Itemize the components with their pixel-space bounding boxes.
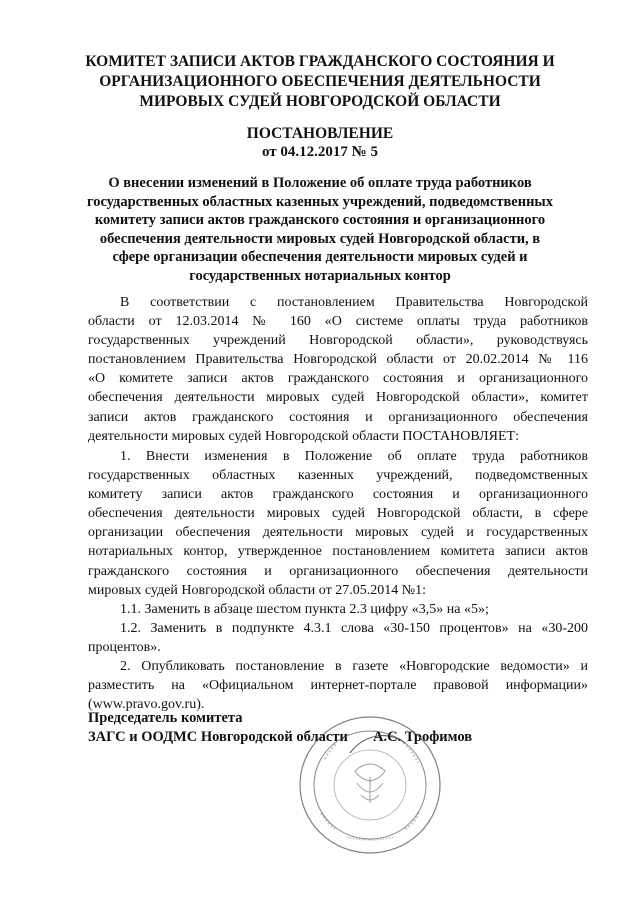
paragraph-line: нотариальных контор, утвержденное постановлением комитета записи актов bbox=[88, 544, 588, 560]
paragraph-line: организации обеспечения деятельности мировых судей и государственных bbox=[88, 525, 588, 541]
paragraph-line: обеспечения деятельности мировых судей Новгородской области», комитет bbox=[88, 390, 588, 406]
subject-line: комитету записи актов гражданского состояния и организационного bbox=[94, 212, 546, 229]
item-1-2-line: 1.2. Заменить в подпункте 4.3.1 слова «30-150 процентов» на «30-200 bbox=[120, 620, 588, 636]
subject-line: обеспечения деятельности мировых судей Новгородской области, в bbox=[99, 230, 541, 247]
item-2-line: разместить на «Официальном интернет-портале правовой информации» bbox=[88, 678, 588, 694]
signature-organization: ЗАГС и ООДМС Новгородской области bbox=[88, 729, 348, 745]
agency-header-line: ОРГАНИЗАЦИОННОГО ОБЕСПЕЧЕНИЯ ДЕЯТЕЛЬНОСТИ bbox=[99, 73, 541, 90]
item-1-2-line: процентов». bbox=[88, 639, 161, 655]
paragraph-line: мировых судей Новгородской области от 27.05.2014 №1: bbox=[88, 582, 426, 598]
paragraph-line: записи актов гражданского состояния и организационного обеспечения bbox=[88, 409, 588, 425]
paragraph-line: области от 12.03.2014 № 160 «О системе оплаты труда работников bbox=[88, 314, 588, 330]
item-1-1-line: 1.1. Заменить в абзаце шестом пункта 2.3 цифру «3,5» на «5»; bbox=[120, 601, 489, 617]
paragraph-line: государственных учреждений Новгородской области», руководствуясь bbox=[88, 333, 588, 349]
paragraph-line: комитету записи актов гражданского состояния и организационного bbox=[88, 487, 588, 503]
item-1-paragraph bbox=[88, 447, 588, 714]
paragraph-line: государственных областных казенных учреждений, подведомственных bbox=[88, 468, 588, 484]
paragraph-line: 1. Внести изменения в Положение об оплате труда работников bbox=[120, 449, 588, 464]
subject-line: сфере организации обеспечения деятельности мировых судей и bbox=[112, 249, 528, 266]
paragraph-line: «О комитете записи актов гражданского состояния и организационного bbox=[88, 371, 588, 387]
subject-line: государственных областных казенных учреждений, подведомственных bbox=[86, 193, 554, 210]
signature-title: Председатель комитета bbox=[88, 710, 243, 726]
agency-header-line: КОМИТЕТ ЗАПИСИ АКТОВ ГРАЖДАНСКОГО СОСТОЯНИЯ И bbox=[85, 53, 555, 70]
subject-line: государственных нотариальных контор bbox=[189, 267, 451, 284]
preamble-paragraph bbox=[88, 293, 588, 446]
item-2-line: 2. Опубликовать постановление в газете «Новгородские ведомости» и bbox=[120, 659, 588, 675]
paragraph-line: постановлением Правительства Новгородской области от 20.02.2014 № 116 bbox=[88, 352, 588, 368]
document-subject bbox=[70, 174, 570, 286]
paragraph-line: деятельности мировых судей Новгородской области ПОСТАНОВЛЯЕТ: bbox=[88, 428, 519, 444]
document-date-number: от 04.12.2017 № 5 bbox=[262, 144, 378, 160]
agency-header bbox=[60, 52, 580, 112]
signatory-name: А.С. Трофимов bbox=[373, 729, 473, 745]
item-2-line: (www.pravo.gov.ru). bbox=[88, 697, 205, 713]
subject-line: О внесении изменений в Положение об оплате труда работников bbox=[108, 175, 532, 191]
document-type: ПОСТАНОВЛЕНИЕ bbox=[246, 125, 394, 142]
agency-header-line: МИРОВЫХ СУДЕЙ НОВГОРОДСКОЙ ОБЛАСТИ bbox=[139, 93, 501, 110]
paragraph-line: обеспечения деятельности мировых судей Новгородской области, в сфере bbox=[88, 506, 588, 522]
official-seal-stamp bbox=[295, 713, 445, 858]
paragraph-line: В соответствии с постановлением Правительства Новгородской bbox=[120, 295, 588, 310]
paragraph-line: гражданского состояния и организационного обеспечения деятельности bbox=[88, 563, 588, 579]
